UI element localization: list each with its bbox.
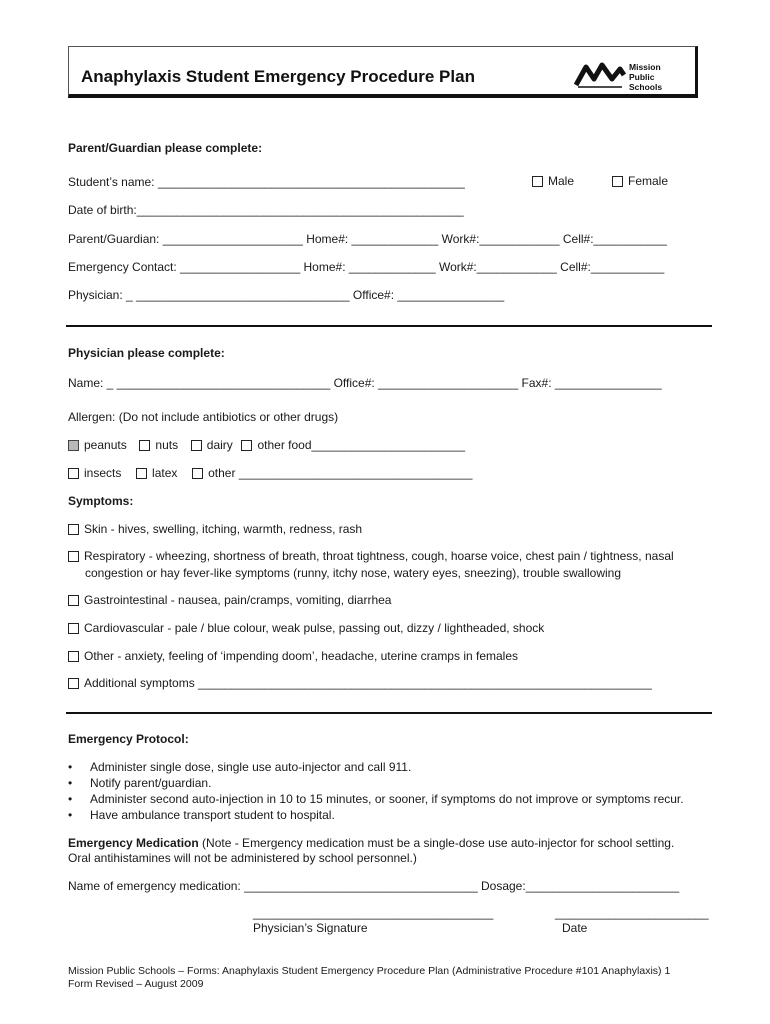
symptom-checkbox[interactable] [68,678,79,689]
symptom-label: Cardiovascular - pale / blue colour, weak pulse, passing out, dizzy / lightheaded, shock [84,621,545,635]
symptom-additional[interactable] [68,676,652,690]
guardian-line[interactable]: Parent/Guardian: _____________________ Home#: _____________ Work#:____________ Cell#:___________ [68,232,667,246]
symptom-label: Gastrointestinal - nausea, pain/cramps, vomiting, diarrhea [84,593,392,607]
protocol-heading: Emergency Protocol: [68,732,189,746]
other-food-label: other food_______________________ [257,438,466,452]
footer-line-2: Form Revised – August 2009 [68,978,204,990]
footer-line-1: Mission Public Schools – Forms: Anaphylaxis Student Emergency Procedure Plan (Administrative Procedure #101 Anaphylaxis) 1 [68,965,671,977]
allergen-row-1 [68,438,465,452]
female-option[interactable] [612,174,668,188]
mission-logo [574,59,686,92]
peanuts-checkbox[interactable] [68,440,79,451]
protocol-bullet [68,776,211,790]
symptom-label: Skin - hives, swelling, itching, warmth, redness, rash [84,522,363,536]
other-allergen-label: other ___________________________________ [208,466,473,480]
nuts-label: nuts [155,438,179,452]
bullet-text: Administer second auto-injection in 10 to 15 minutes, or sooner, if symptoms do not improve or symptoms recur. [90,792,684,806]
symptom-label: Respiratory - wheezing, shortness of breath, throat tightness, cough, hoarse voice, chest pain / tightness, nasal [84,549,674,563]
medication-heading: Emergency Medication [68,836,199,850]
bullet-text: Administer single dose, single use auto-injector and call 911. [90,760,412,774]
date-label: Date [562,921,588,935]
medication-name-line[interactable]: Name of emergency medication: ___________________________________ Dosage:_______________________ [68,879,680,893]
logo-text [629,62,686,92]
male-checkbox[interactable] [532,176,543,187]
symptoms-heading: Symptoms: [68,494,134,508]
dairy-checkbox[interactable] [191,440,202,451]
dairy-label: dairy [206,438,233,452]
bullet-marker: • [68,776,73,790]
section-divider [66,712,712,714]
symptom-skin[interactable] [68,522,362,536]
parent-heading: Parent/Guardian please complete: [68,141,263,155]
signature-line[interactable]: ____________________________________ [253,906,494,920]
allergen-label: Allergen: (Do not include antibiotics or other drugs) [68,410,339,424]
protocol-bullet [68,792,684,806]
female-checkbox[interactable] [612,176,623,187]
medication-note-text: (Note - Emergency medication must be a single-dose use auto-injector for school setting. [198,836,675,850]
header-box [68,46,698,98]
logo-line1: Mission [629,62,661,72]
symptom-label: Additional symptoms ____________________________________________________________________ [84,676,652,690]
female-label: Female [628,174,669,188]
student-name-field[interactable]: Student’s name: ______________________________________________ [68,175,465,189]
physician-name-line[interactable]: Name: _ ________________________________ Office#: _____________________ Fax#: ________________ [68,376,662,390]
respiratory-continuation: congestion or hay fever-like symptoms (runny, itchy nose, watery eyes, sneezing), trouble swallowing [85,566,622,580]
symptom-respiratory[interactable] [68,549,674,563]
dob-field[interactable]: Date of birth:_________________________________________________ [68,203,464,217]
symptom-other[interactable] [68,649,518,663]
signature-label: Physician’s Signature [253,921,368,935]
symptom-checkbox[interactable] [68,524,79,535]
nuts-checkbox[interactable] [139,440,150,451]
insects-checkbox[interactable] [68,468,79,479]
male-label: Male [548,174,575,188]
male-option[interactable] [532,174,574,188]
bullet-marker: • [68,760,73,774]
other-food-checkbox[interactable] [241,440,252,451]
medication-note [68,836,674,850]
medication-note-2: Oral antihistamines will not be administered by school personnel.) [68,851,417,865]
page-title: Anaphylaxis Student Emergency Procedure Plan [81,67,475,86]
protocol-bullet [68,808,335,822]
protocol-bullet [68,760,411,774]
symptom-checkbox[interactable] [68,623,79,634]
symptom-label: Other - anxiety, feeling of ‘impending doom’, headache, uterine cramps in females [84,649,519,663]
bullet-text: Notify parent/guardian. [90,776,212,790]
other-allergen-checkbox[interactable] [192,468,203,479]
bullet-marker: • [68,792,73,806]
emergency-contact-line[interactable]: Emergency Contact: __________________ Home#: _____________ Work#:____________ Cell#:___________ [68,260,665,274]
peanuts-label: peanuts [84,438,127,452]
date-line[interactable]: _______________________ [555,906,709,920]
logo-line2: Public Schools [629,72,663,92]
mountain-logo-icon [574,59,626,89]
insects-label: insects [84,466,122,480]
symptom-gastrointestinal[interactable] [68,593,391,607]
symptom-checkbox[interactable] [68,595,79,606]
latex-checkbox[interactable] [136,468,147,479]
symptom-checkbox[interactable] [68,651,79,662]
symptom-cardiovascular[interactable] [68,621,544,635]
bullet-marker: • [68,808,73,822]
physician-line[interactable]: Physician: _ ________________________________ Office#: ________________ [68,288,505,302]
allergen-row-2 [68,466,472,480]
latex-label: latex [152,466,178,480]
symptom-checkbox[interactable] [68,551,79,562]
physician-heading: Physician please complete: [68,346,225,360]
section-divider [66,325,712,327]
bullet-text: Have ambulance transport student to hospital. [90,808,335,822]
